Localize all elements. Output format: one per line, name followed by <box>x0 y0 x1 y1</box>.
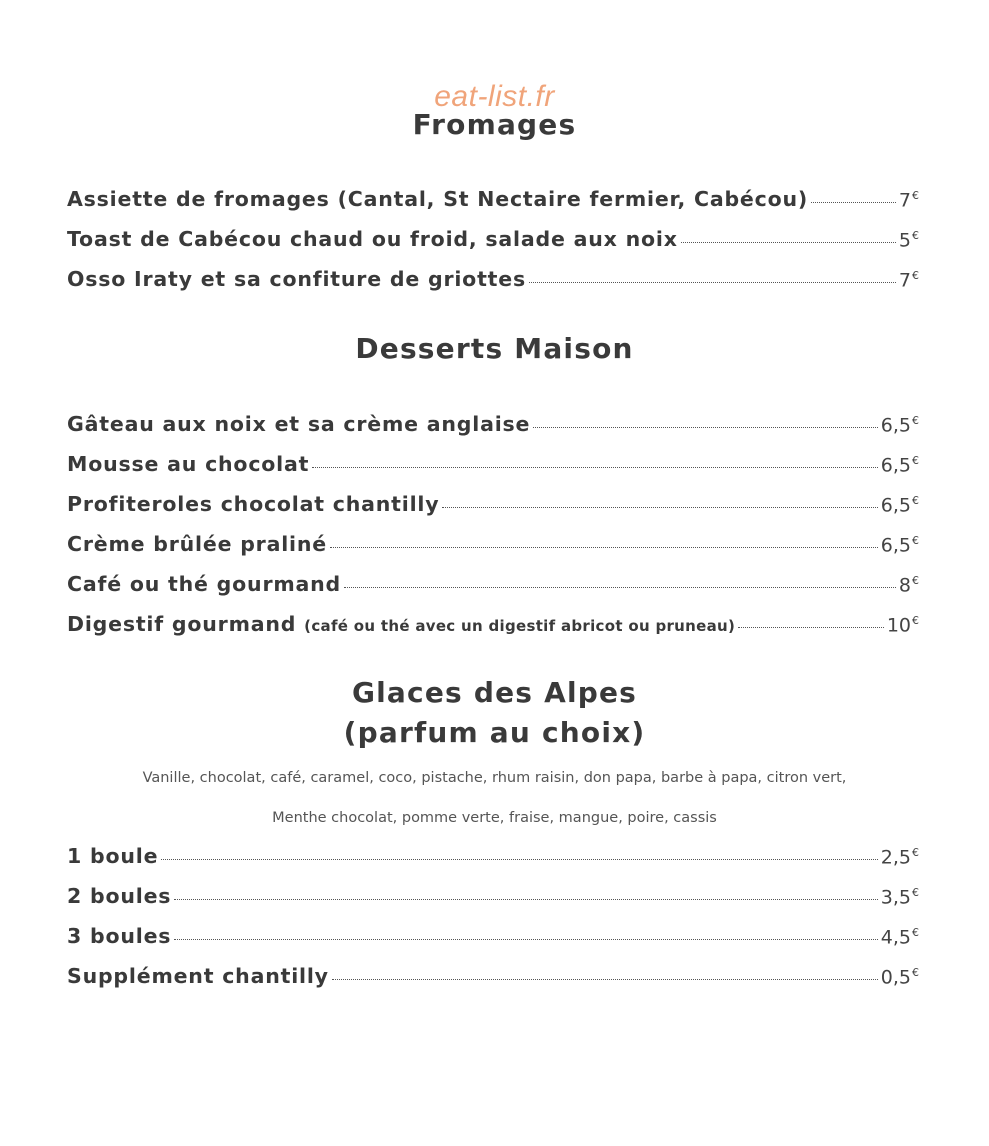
item-name: Assiette de fromages (Cantal, St Nectaire fermier, Cabécou) <box>67 187 809 211</box>
item-name: Osso Iraty et sa confiture de griottes <box>67 267 526 291</box>
menu-item <box>67 924 919 950</box>
leader-dots <box>738 627 884 628</box>
item-name: Crème brûlée praliné <box>67 532 327 556</box>
item-price: 7€ <box>898 188 919 211</box>
leader-dots <box>312 467 878 468</box>
item-price: 0,5€ <box>880 965 919 988</box>
item-price: 8€ <box>898 573 919 596</box>
item-price: 6,5€ <box>880 533 919 556</box>
item-price: 2,5€ <box>880 845 919 868</box>
item-name: 2 boules <box>67 884 172 908</box>
leader-dots <box>811 202 896 203</box>
item-name: Supplément chantilly <box>67 964 329 988</box>
item-name: Toast de Cabécou chaud ou froid, salade aux noix <box>67 227 678 251</box>
menu-item <box>67 964 919 990</box>
leader-dots <box>174 899 877 900</box>
leader-dots <box>529 282 896 283</box>
menu-item <box>67 612 919 638</box>
menu-item <box>67 267 919 293</box>
menu-item <box>67 532 919 558</box>
leader-dots <box>533 427 878 428</box>
item-price: 5€ <box>898 228 919 251</box>
item-name: Gâteau aux noix et sa crème anglaise <box>67 412 531 436</box>
item-price: 10€ <box>886 613 919 636</box>
menu-item <box>67 844 919 870</box>
leader-dots <box>330 547 878 548</box>
section-title-fromages: Fromages <box>412 108 577 141</box>
item-price: 6,5€ <box>880 413 919 436</box>
leader-dots <box>161 859 877 860</box>
menu-item <box>67 572 919 598</box>
watermark-logo: eat-list.fr <box>434 80 555 113</box>
item-name: Profiteroles chocolat chantilly <box>67 492 440 516</box>
menu-item <box>67 492 919 518</box>
menu-item <box>67 452 919 478</box>
item-name: 1 boule <box>67 844 159 868</box>
leader-dots <box>344 587 896 588</box>
item-note: (café ou thé avec un digestif abricot ou pruneau) <box>304 617 736 635</box>
menu-item <box>67 412 919 438</box>
item-price: 3,5€ <box>880 885 919 908</box>
leader-dots <box>681 242 896 243</box>
flavors-line: Menthe chocolat, pomme verte, fraise, mangue, poire, cassis <box>272 810 717 826</box>
leader-dots <box>174 939 877 940</box>
item-price: 6,5€ <box>880 493 919 516</box>
menu-item <box>67 884 919 910</box>
leader-dots <box>442 507 877 508</box>
section-title-desserts: Desserts Maison <box>355 332 634 365</box>
section-title-glaces: Glaces des Alpes <box>351 676 638 709</box>
item-name: Café ou thé gourmand <box>67 572 342 596</box>
item-name: Digestif gourmand (café ou thé avec un digestif abricot ou pruneau) <box>67 612 736 636</box>
leader-dots <box>332 979 878 980</box>
section-subtitle-glaces: (parfum au choix) <box>343 716 646 749</box>
item-price: 4,5€ <box>880 925 919 948</box>
menu-item <box>67 227 919 253</box>
flavors-line: Vanille, chocolat, café, caramel, coco, pistache, rhum raisin, don papa, barbe à papa, citron vert, <box>142 770 847 786</box>
item-name: 3 boules <box>67 924 172 948</box>
item-price: 7€ <box>898 268 919 291</box>
item-name: Mousse au chocolat <box>67 452 310 476</box>
item-price: 6,5€ <box>880 453 919 476</box>
menu-item <box>67 187 919 213</box>
